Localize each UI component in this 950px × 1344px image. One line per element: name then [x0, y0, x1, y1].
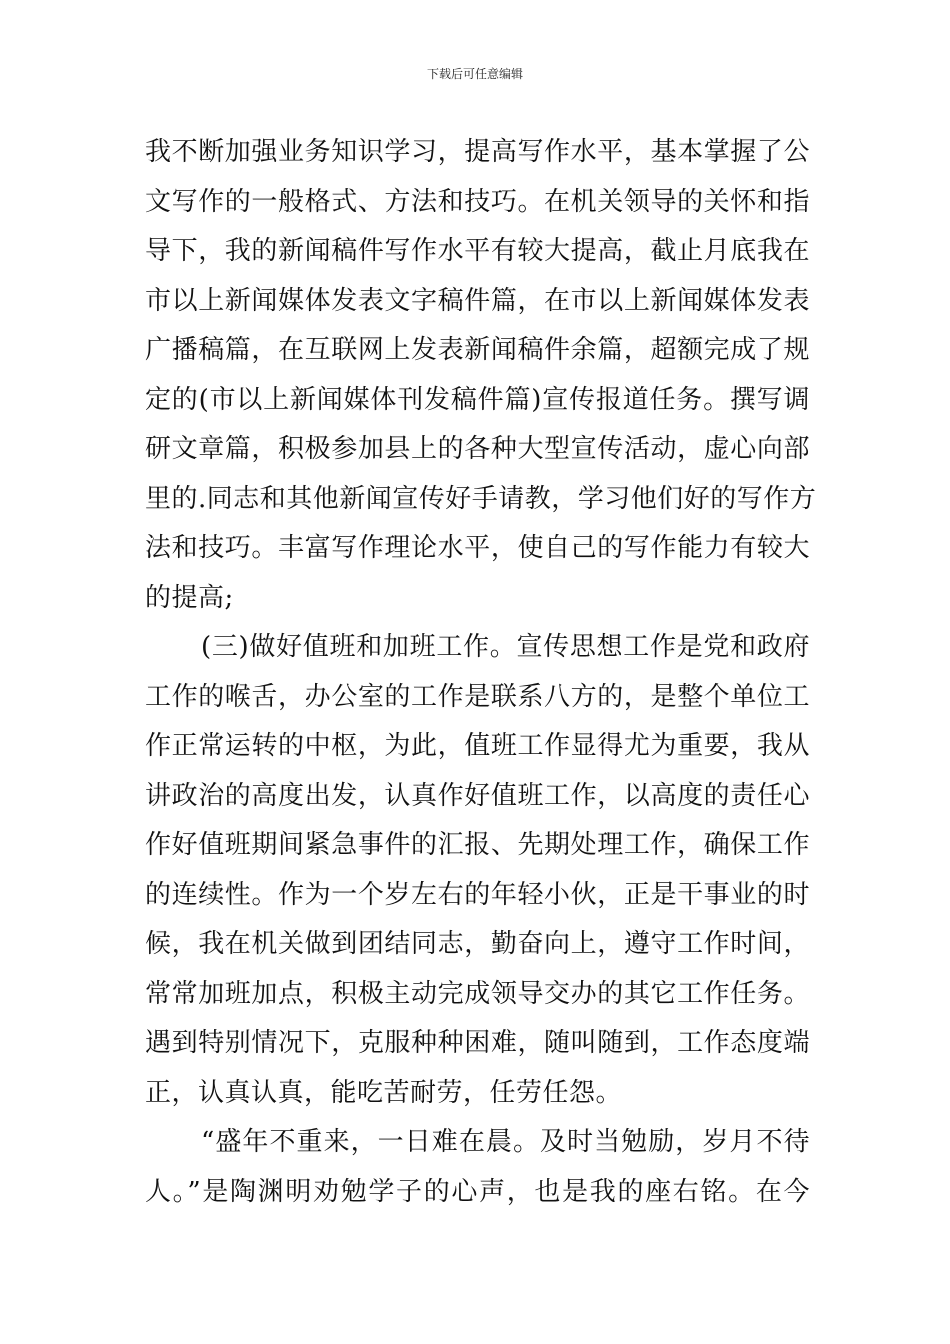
text-line: 市以上新闻媒体发表文字稿件篇，在市以上新闻媒体发表: [145, 285, 810, 316]
text-line: 讲政治的高度出发，认真作好值班工作，以高度的责任心: [145, 780, 810, 811]
document-body: [145, 128, 817, 1217]
page-header: 下载后可任意编辑: [426, 67, 523, 81]
text-line: 工作的喉舌，办公室的工作是联系八方的，是整个单位工: [145, 681, 810, 712]
text-line: 常常加班加点，积极主动完成领导交办的其它工作任务。: [145, 978, 810, 1009]
text-line: 遇到特别情况下，克服种种困难，随叫随到，工作态度端: [145, 1028, 810, 1058]
text-line: 候，我在机关做到团结同志，勤奋向上，遵守工作时间，: [145, 929, 810, 959]
text-line: 导下，我的新闻稿件写作水平有较大提高，截止月底我在: [145, 236, 810, 266]
text-line: 的连续性。作为一个岁左右的年轻小伙，正是干事业的时: [145, 879, 810, 910]
text-line: 定的(市以上新闻媒体刊发稿件篇)宣传报道任务。撰写调: [145, 384, 810, 415]
text-line: 我不断加强业务知识学习，提高写作水平，基本掌握了公: [145, 137, 810, 167]
text-line: 研文章篇，积极参加县上的各种大型宣传活动，虚心向部: [145, 434, 810, 464]
text-line: 人。”是陶渊明劝勉学子的心声，也是我的座右铭。在今: [145, 1176, 810, 1207]
text-line: 的提高;: [145, 582, 234, 613]
text-line: “盛年不重来，一日难在晨。及时当勉励，岁月不待: [201, 1127, 810, 1157]
text-line: (三)做好值班和加班工作。宣传思想工作是党和政府: [201, 632, 810, 662]
text-line: 作正常运转的中枢，为此，值班工作显得尤为重要，我从: [145, 731, 810, 761]
text-line: 里的.同志和其他新闻宣传好手请教，学习他们好的写作方: [145, 483, 817, 514]
text-line: 正，认真认真，能吃苦耐劳，任劳任怨。: [145, 1077, 623, 1108]
text-line: 文写作的一般格式、方法和技巧。在机关领导的关怀和指: [145, 186, 810, 217]
text-line: 广播稿篇，在互联网上发表新闻稿件余篇，超额完成了规: [145, 335, 810, 365]
text-line: 法和技巧。丰富写作理论水平，使自己的写作能力有较大: [145, 533, 810, 563]
text-line: 作好值班期间紧急事件的汇报、先期处理工作，确保工作: [145, 830, 810, 860]
